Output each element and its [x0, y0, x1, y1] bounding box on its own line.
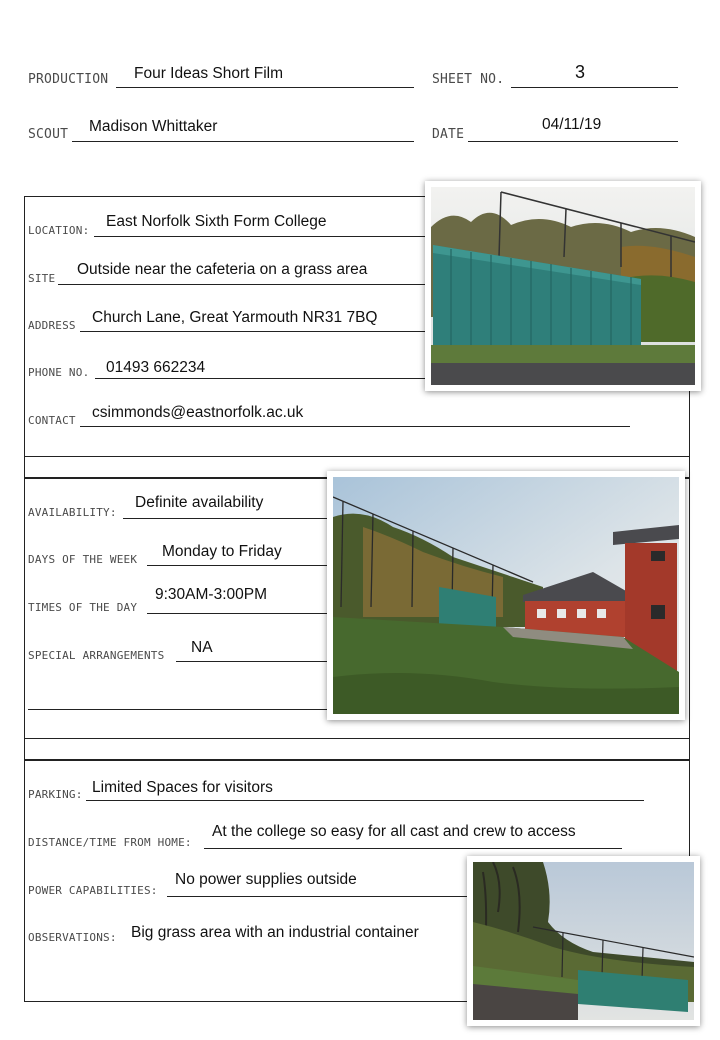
blank-line [28, 709, 328, 710]
times-value[interactable]: 9:30AM-3:00PM [155, 586, 267, 603]
distance-line [204, 848, 622, 849]
distance-value[interactable]: At the college so easy for all cast and crew to access [212, 823, 576, 840]
scout-label: SCOUT [28, 127, 69, 142]
trees-photo-image [473, 862, 694, 1020]
parking-label: PARKING: [28, 788, 83, 801]
location-value[interactable]: East Norfolk Sixth Form College [106, 213, 327, 230]
sheet-value[interactable]: 3 [575, 62, 586, 82]
date-value[interactable]: 04/11/19 [542, 116, 602, 133]
address-line [80, 331, 428, 332]
special-label: SPECIAL ARRANGEMENTS [28, 649, 165, 662]
observations-value[interactable]: Big grass area with an industrial container [131, 924, 419, 941]
availability-line [123, 518, 328, 519]
scout-line [72, 141, 414, 142]
field-photo-image [333, 477, 679, 714]
days-line [147, 565, 328, 566]
power-value[interactable]: No power supplies outside [175, 871, 357, 888]
address-label: ADDRESS [28, 319, 76, 332]
sheet-label: SHEET NO. [432, 72, 505, 87]
contact-label: CONTACT [28, 414, 76, 427]
contact-value[interactable]: csimmonds@eastnorfolk.ac.uk [92, 404, 304, 421]
parking-value[interactable]: Limited Spaces for visitors [92, 779, 273, 796]
date-line [468, 141, 678, 142]
photo-trees [467, 856, 700, 1026]
special-line [176, 661, 328, 662]
phone-value[interactable]: 01493 662234 [106, 359, 206, 376]
container-photo-image [431, 187, 695, 385]
power-label: POWER CAPABILITIES: [28, 884, 158, 897]
location-line [94, 236, 428, 237]
availability-value[interactable]: Definite availability [135, 494, 264, 511]
production-value[interactable]: Four Ideas Short Film [134, 65, 284, 82]
photo-container [425, 181, 701, 391]
sheet-line [511, 87, 678, 88]
times-line [147, 613, 328, 614]
production-label: PRODUCTION [28, 72, 109, 87]
days-value[interactable]: Monday to Friday [162, 543, 282, 560]
date-label: DATE [432, 127, 465, 142]
address-value[interactable]: Church Lane, Great Yarmouth NR31 7BQ [92, 309, 378, 326]
divider-4 [24, 759, 690, 761]
distance-label: DISTANCE/TIME FROM HOME: [28, 836, 192, 849]
availability-label: AVAILABILITY: [28, 506, 117, 519]
scout-value[interactable]: Madison Whittaker [89, 118, 218, 135]
times-label: TIMES OF THE DAY [28, 601, 138, 614]
phone-line [95, 378, 428, 379]
power-line [167, 896, 467, 897]
production-line [116, 87, 414, 88]
days-label: DAYS OF THE WEEK [28, 553, 138, 566]
site-value[interactable]: Outside near the cafeteria on a grass area [77, 261, 368, 278]
contact-line [80, 426, 630, 427]
observations-label: OBSERVATIONS: [28, 931, 117, 944]
location-label: LOCATION: [28, 224, 90, 237]
site-line [58, 284, 428, 285]
site-label: SITE [28, 272, 56, 285]
parking-line [86, 800, 644, 801]
phone-label: PHONE NO. [28, 366, 90, 379]
divider-3 [24, 738, 690, 739]
photo-field [327, 471, 685, 720]
special-value[interactable]: NA [191, 639, 213, 656]
divider-1 [24, 456, 690, 457]
